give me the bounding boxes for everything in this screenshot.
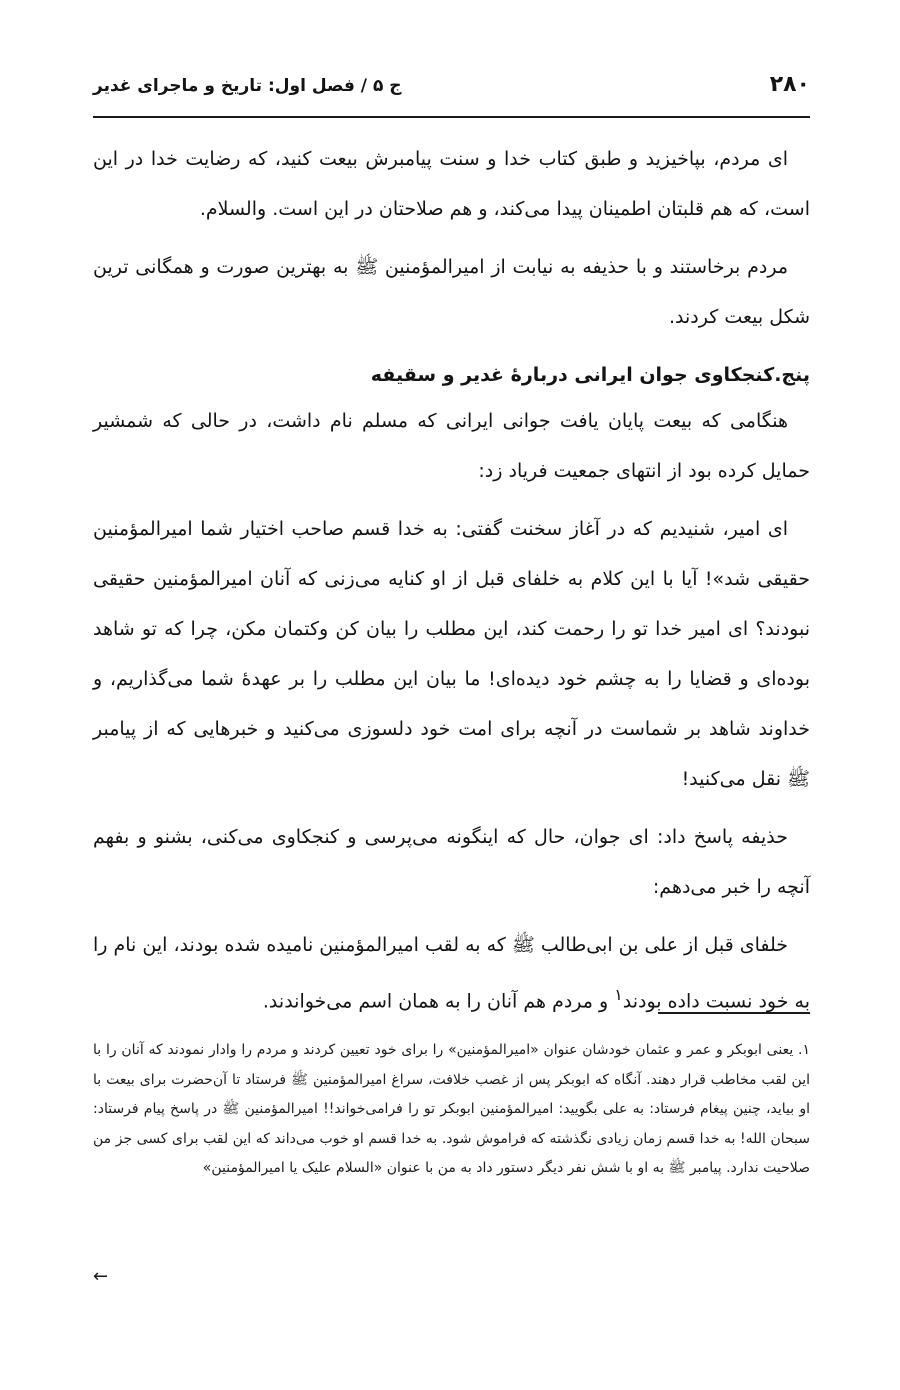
paragraph-5: حذیفه پاسخ داد: ای جوان، حال که اینگونه می‌پرسی و کنجکاوی می‌کنی، بشنو و بفهم آنچه را خبر می‌دهم: [93,826,810,898]
page-header [93,70,810,118]
page-number: ۲۸۰ [769,72,810,97]
footnote: ۱. یعنی ابوبکر و عمر و عثمان خودشان عنوان «امیرالمؤمنین» را برای خود تعیین کردند و مردم را وادار نمودند که آنان را با این لقب مخاطب قرار دهند. آنگاه که ابوبکر پس از غصب خلافت، سراغ امیرالمؤمنین ﷺ فرستاد تا آن‌حضرت برای بیعت با او بیاید، چنین پیغام فرستاد: به علی بگویید: امیرالمؤمنین ابوبکر تو را فرامی‌خواند!! امیرالمؤمنین ﷺ در پاسخ پیام فرستاد: سبحان الله! به خدا قسم زمان زیادی نگذشته که فراموش شود. به خدا قسم او خوب می‌داند که این لقب برای کسی جز من صلاحیت ندارد. پیامبر ﷺ به او با شش نفر دیگر دستور داد به من با عنوان «السلام علیک یا امیرالمؤمنین» [93,1042,810,1176]
running-title: ج ۵ / فصل اول: تاریخ و ماجرای غدیر [93,76,402,96]
section-heading: پنج.کنجکاوی جوان ایرانی دربارهٔ غدیر و سقیفه [370,364,810,386]
footnote-reference: ۱ [614,985,623,1004]
paragraph-1: ای مردم، بپاخیزید و طبق کتاب خدا و سنت پیامبرش بیعت کنید، که رضایت خدا در این است، که هم قلبتان اطمینان پیدا می‌کند، و هم صلاحتان در این است. والسلام. [93,148,810,220]
paragraph-3: هنگامی که بیعت پایان یافت جوانی ایرانی که مسلم نام داشت، در حالی که شمشیر حمایل کرده بود از انتهای جمعیت فریاد زد: [93,410,810,482]
paragraph-2: مردم برخاستند و با حذیفه به نیابت از امیرالمؤمنین ﷺ به بهترین صورت و همگانی ترین شکل بیعت کردند. [93,256,810,328]
paragraph-4: ای امیر، شنیدیم که در آغاز سخنت گفتی: به خدا قسم صاحب اختیار شما امیرالمؤمنین حقیقی شد»! آیا با این کلام به خلفای قبل از او کنایه می‌زنی که آنان امیرالمؤمنین حقیقی نبودند؟ ای امیر خدا تو را رحمت کند، این مطلب را بیان کن وکتمان مکن، چرا که تو شاهد بوده‌ای و قضایا را به چشم خود دیده‌ای! ما بیان این مطلب را بر عهدهٔ شما می‌گذاریم، و خداوند شاهد بر شماست در آنچه برای امت خود دلسوزی می‌کنید و خبرهایی که از پیامبر ﷺ نقل می‌کنید! [93,518,810,790]
paragraph-6-text-a: خلفای قبل از علی بن ابی‌طالب ﷺ که به لقب امیرالمؤمنین نامیده شده بودند، این نام را به خود نسبت داده بودند [93,934,810,1013]
footnote-separator [658,1012,810,1014]
paragraph-6-text-b: و مردم هم آنان را به همان اسم می‌خواندند. [262,990,615,1013]
paragraph-6 [93,920,810,1026]
book-page [93,0,810,1390]
continue-arrow-icon: ← [93,1266,109,1287]
main-text [93,134,810,1034]
